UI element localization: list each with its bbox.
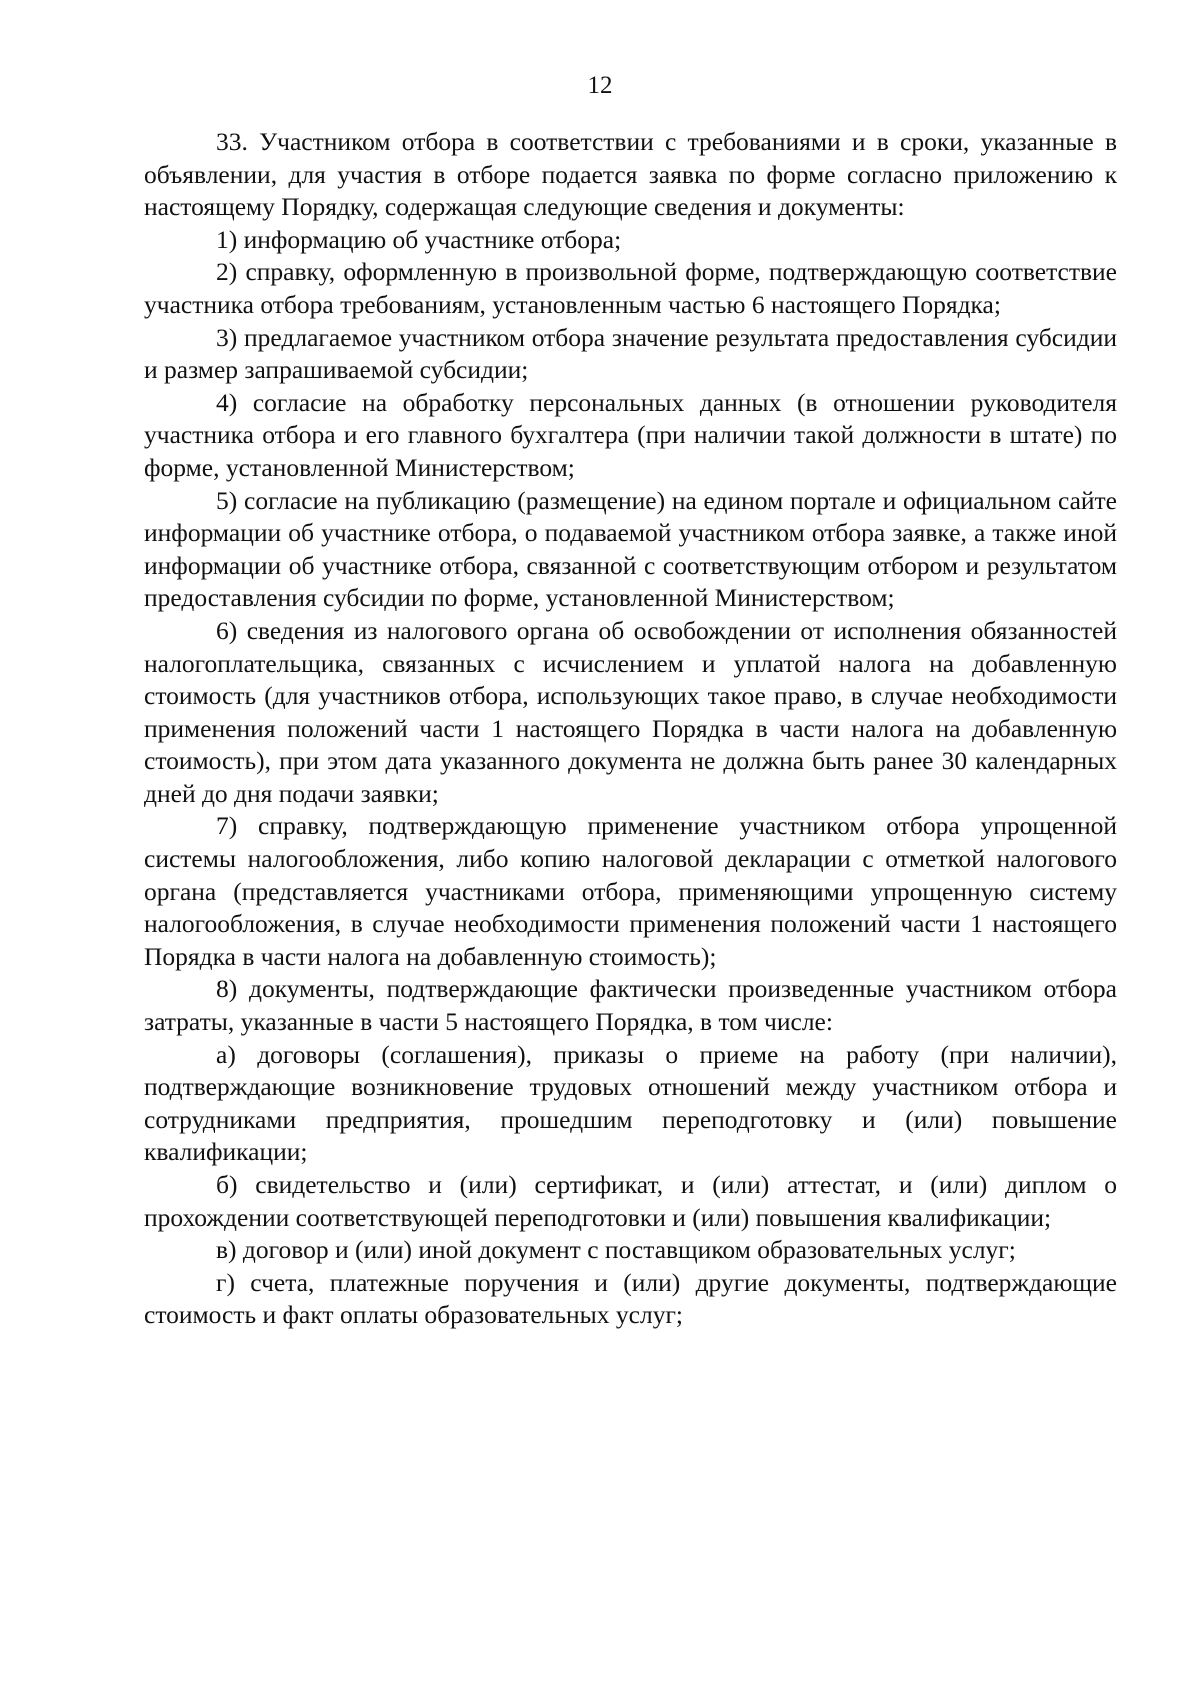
- paragraph-item-33: 33. Участником отбора в соответствии с требованиями и в сроки, указанные в объявлении, для участия в отборе подается заявка по форме согласно приложению к настоящему Порядку, содержащая следующие сведения и документы:: [144, 127, 1117, 222]
- paragraph-subitem-1: 1) информацию об участнике отбора;: [216, 224, 622, 254]
- paragraph-subitem-2: 2) справку, оформленную в произвольной форме, подтверждающую соответствие участника отбора требованиям, установленным частью 6 настоящего Порядка;: [144, 257, 1117, 319]
- paragraph-subitem-b: б) свидетельство и (или) сертификат, и (или) аттестат, и (или) диплом о прохождении соответствующей переподготовки и (или) повышения квалификации;: [144, 1170, 1117, 1232]
- page-number: 12: [587, 72, 613, 99]
- paragraph-subitem-3: 3) предлагаемое участником отбора значение результата предоставления субсидии и размер запрашиваемой субсидии;: [144, 322, 1117, 385]
- paragraph-subitem-4: 4) согласие на обработку персональных данных (в отношении руководителя участника отбора и его главного бухгалтера (при наличии такой должности в штате) по форме, установленной Министерством;: [144, 387, 1117, 482]
- paragraph-subitem-5: 5) согласие на публикацию (размещение) на едином портале и официальном сайте информации об участнике отбора, о подаваемой участником отбора заявке, а также иной информации об участнике отбора, связанной с соответствующим отбором и результатом предоставления субсидии по форме, установленной Министерством;: [144, 485, 1117, 613]
- paragraph-subitem-g: г) счета, платежные поручения и (или) другие документы, подтверждающие стоимость и факт оплаты образовательных услуг;: [144, 1267, 1117, 1330]
- paragraph-subitem-7: 7) справку, подтверждающую применение участником отбора упрощенной системы налогообложения, либо копию налоговой декларации с отметкой налогового органа (представляется участниками отбора, применяющими упрощенную систему налогообложения, в случае необходимости применения положений части 1 настоящего Порядка в части налога на добавленную стоимость);: [144, 811, 1117, 971]
- paragraph-subitem-8: 8) документы, подтверждающие фактически произведенные участником отбора затраты, указанные в части 5 настоящего Порядка, в том числе:: [144, 974, 1117, 1037]
- paragraph-subitem-a: а) договоры (соглашения), приказы о приеме на работу (при наличии), подтверждающие возникновение трудовых отношений между участником отбора и сотрудниками предприятия, прошедшим переподготовку и (или) повышение квалификации;: [144, 1039, 1117, 1167]
- paragraph-subitem-v: в) договор и (или) иной документ с поставщиком образовательных услуг;: [216, 1235, 1016, 1265]
- document-body: [144, 126, 1117, 1332]
- paragraph-subitem-6: 6) сведения из налогового органа об освобождении от исполнения обязанностей налогоплательщика, связанных с исчислением и уплатой налога на добавленную стоимость (для участников отбора, использующих такое право, в случае необходимости применения положений части 1 настоящего Порядка в части налога на добавленную стоимость), при этом дата указанного документа не должна быть ранее 30 календарных дней до дня подачи заявки;: [144, 615, 1117, 808]
